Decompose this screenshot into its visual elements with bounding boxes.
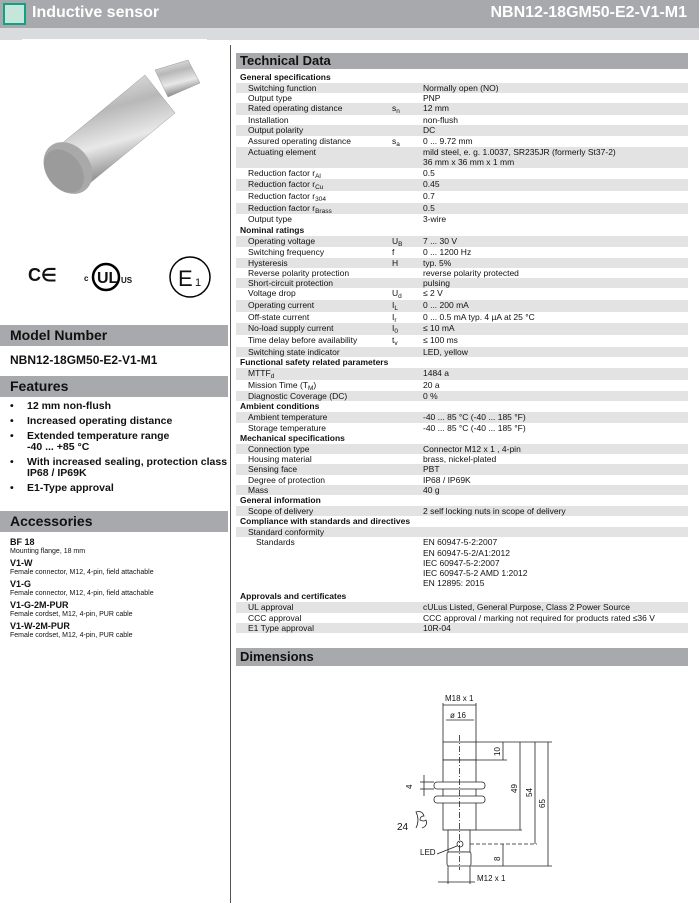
spec-label: Rated operating distance xyxy=(248,103,343,114)
spec-row xyxy=(236,147,688,167)
spec-value: brass, nickel-plated xyxy=(423,454,497,465)
spec-row xyxy=(236,347,688,357)
spec-label: Actuating element xyxy=(248,147,317,158)
features-heading: Features xyxy=(0,376,228,397)
section-heading: Approvals and certificates xyxy=(240,591,347,602)
spec-symbol: $U_d$ xyxy=(392,288,402,301)
section-heading: Ambient conditions xyxy=(240,401,320,412)
spec-label: Connection type xyxy=(248,443,310,454)
feature-text: • Extended temperature range xyxy=(27,430,170,442)
svg-text:c: c xyxy=(84,274,89,283)
brand-logo xyxy=(3,3,26,25)
product-category: Inductive sensor xyxy=(32,4,160,21)
spec-value: 3-wire xyxy=(423,214,447,225)
spec-row xyxy=(236,214,688,224)
accessory-name: V1-W-2M-PUR xyxy=(10,621,70,631)
technical-data xyxy=(236,53,688,636)
spec-label: Housing material xyxy=(248,454,312,465)
spec-label: Assured operating distance xyxy=(248,135,352,146)
spec-value xyxy=(423,527,688,537)
connector-label: M12 x 1 xyxy=(477,874,506,883)
spec-label: Operating voltage xyxy=(248,235,316,246)
feature-text: • With increased sealing, protection class xyxy=(27,456,228,468)
accessory-item xyxy=(10,558,218,577)
accessory-description: Female cordset, M12, 4-pin, PUR cable xyxy=(10,632,133,639)
spec-label: Switching state indicator xyxy=(248,346,340,357)
spec-label: Standard conformity xyxy=(248,527,325,538)
spec-value: 1484 a xyxy=(423,367,449,378)
spec-value: 0 ... 0.5 mA typ. 4 µA at 25 °C xyxy=(423,311,535,322)
spec-label: Sensing face xyxy=(248,464,298,475)
spec-row xyxy=(236,368,688,380)
dim-10-label: 10 xyxy=(493,747,502,756)
spec-row xyxy=(236,312,688,324)
spec-value: 10R-04 xyxy=(423,622,451,633)
spec-label: Output polarity xyxy=(248,125,304,136)
accessory-item xyxy=(10,600,218,619)
spec-symbol xyxy=(392,93,423,103)
spec-value: 0.7 xyxy=(423,191,435,202)
technical-data-table xyxy=(236,72,688,636)
spec-value: 0 ... 1200 Hz xyxy=(423,247,472,258)
accessory-description: Mounting flange, 18 mm xyxy=(10,548,86,555)
spec-symbol xyxy=(392,506,423,516)
spec-label: $MTTF_d$ xyxy=(248,367,275,380)
spec-value: Normally open (NO) xyxy=(423,83,499,93)
spec-value: 0 % xyxy=(423,391,438,402)
spec-row xyxy=(236,268,688,278)
feature-item xyxy=(10,483,228,494)
spec-label: Mass xyxy=(248,484,269,495)
model-number-section xyxy=(0,325,228,374)
spec-symbol: $s_n$ xyxy=(392,103,400,116)
spec-label: Diagnostic Coverage (DC) xyxy=(248,391,348,402)
spec-row xyxy=(236,444,688,454)
spec-label: Short-circuit protection xyxy=(248,277,334,288)
spec-value: ≤ 100 ms xyxy=(423,334,458,345)
spec-symbol xyxy=(392,423,423,433)
spec-symbol: $U_B$ xyxy=(392,235,403,248)
features-section xyxy=(0,376,228,498)
spec-row xyxy=(236,380,688,392)
spec-value: 12 mm xyxy=(423,103,449,114)
accessory-description: Female cordset, M12, 4-pin, PUR cable xyxy=(10,611,133,618)
spec-row xyxy=(236,623,688,633)
spec-row xyxy=(236,454,688,464)
spec-row xyxy=(236,300,688,312)
spec-symbol xyxy=(392,475,423,485)
spec-row xyxy=(236,136,688,148)
spec-symbol xyxy=(392,268,423,278)
spec-value: 0.45 xyxy=(423,179,440,190)
spec-symbol: $t_v$ xyxy=(392,334,398,347)
dim-4-label: 4 xyxy=(405,784,414,789)
accessory-description: Female connector, M12, 4-pin, field attachable xyxy=(10,569,154,576)
spec-symbol: $I_r$ xyxy=(392,311,397,324)
thread-label: M18 x 1 xyxy=(445,694,474,703)
accessory-name: V1-G xyxy=(10,579,32,589)
svg-text:UL: UL xyxy=(97,270,119,287)
model-number-heading: Model Number xyxy=(0,325,228,346)
spec-value: PNP xyxy=(423,93,441,104)
product-image xyxy=(20,55,210,205)
spec-value: 0.5 xyxy=(423,167,435,178)
spec-row xyxy=(236,423,688,433)
spec-row xyxy=(236,475,688,485)
spec-value: ≤ 10 mA xyxy=(423,323,455,334)
spec-row xyxy=(236,288,688,300)
spec-label: Switching function xyxy=(248,83,317,93)
spec-label: Ambient temperature xyxy=(248,412,328,423)
spec-symbol xyxy=(392,278,423,288)
spec-row xyxy=(236,485,688,495)
model-number-value: NBN12-18GM50-E2-V1-M1 xyxy=(10,353,158,367)
spec-row xyxy=(236,602,688,612)
spec-value: PBT xyxy=(423,464,440,475)
dimension-drawing xyxy=(370,690,570,900)
spec-row xyxy=(236,391,688,401)
spec-value: 0 ... 200 mA xyxy=(423,299,469,310)
spec-row xyxy=(236,537,688,588)
features-list xyxy=(0,397,228,494)
spec-label: Hysteresis xyxy=(248,257,288,268)
spec-symbol xyxy=(392,464,423,474)
spec-label: No-load supply current xyxy=(248,323,334,334)
spec-symbol xyxy=(392,412,423,422)
spec-value: ≤ 2 V xyxy=(423,288,443,299)
spec-label: Reduction factor $r_{Al}$ xyxy=(248,167,321,180)
spec-label: Output type xyxy=(248,93,292,104)
spec-label: Switching frequency xyxy=(248,247,325,258)
spec-row xyxy=(236,236,688,248)
feature-text: • Increased operating distance xyxy=(27,415,173,427)
spec-value: pulsing xyxy=(423,277,450,288)
ul-mark-icon xyxy=(84,259,146,295)
sub-bar-tab xyxy=(22,39,207,42)
spec-symbol xyxy=(392,125,423,135)
spec-symbol xyxy=(392,203,423,213)
spec-value: mild steel, e. g. 1.0037, SR235JR (formerly St37-2) 36 mm x 36 mm x 1 mm xyxy=(423,147,616,168)
spec-symbol xyxy=(392,147,423,167)
spec-row xyxy=(236,412,688,422)
spec-symbol xyxy=(392,602,423,612)
spec-symbol: $I_L$ xyxy=(392,299,398,312)
certification-logos xyxy=(0,255,228,300)
spec-row xyxy=(236,125,688,135)
svg-text:E: E xyxy=(178,266,193,291)
spec-row xyxy=(236,335,688,347)
column-divider xyxy=(230,45,231,903)
spec-value: 40 g xyxy=(423,484,440,495)
spec-value: 20 a xyxy=(423,379,440,390)
spec-label: Installation xyxy=(248,115,289,126)
spec-value: 0 ... 9.72 mm xyxy=(423,135,473,146)
spec-label: Mission Time $(T_M)$ xyxy=(248,379,317,392)
feature-text: • E1-Type approval xyxy=(27,482,114,494)
feature-text: • 12 mm non-flush xyxy=(27,400,112,412)
spec-symbol xyxy=(392,347,423,357)
spec-symbol xyxy=(392,115,423,125)
section-heading: Mechanical specifications xyxy=(240,432,345,443)
header-bar xyxy=(0,0,699,28)
section-heading: Nominal ratings xyxy=(240,224,305,235)
spec-symbol xyxy=(392,391,423,401)
spec-value: cULus Listed, General Purpose, Class 2 Power Source xyxy=(423,602,630,613)
spec-value: reverse polarity protected xyxy=(423,267,519,278)
section-heading: Functional safety related parameters xyxy=(240,356,389,367)
accessory-name: BF 18 xyxy=(10,537,35,547)
spec-value: LED, yellow xyxy=(423,346,468,357)
spec-symbol xyxy=(392,191,423,201)
spec-symbol: H xyxy=(392,257,399,268)
spec-row xyxy=(236,527,688,537)
spec-value: 7 ... 30 V xyxy=(423,235,458,246)
spec-label: Reduction factor $r_{Brass}$ xyxy=(248,202,332,215)
accessory-item xyxy=(10,579,218,598)
spec-symbol xyxy=(392,368,423,378)
spec-row xyxy=(236,247,688,257)
svg-text:US: US xyxy=(121,276,133,285)
spec-label: Time delay before availability xyxy=(248,334,358,345)
section-heading: General specifications xyxy=(240,72,331,82)
accessory-name: V1-W xyxy=(10,558,33,568)
spec-symbol xyxy=(392,485,423,495)
spec-row xyxy=(236,103,688,115)
feature-text: IP68 / IP69K xyxy=(27,467,87,479)
spec-label: E1 Type approval xyxy=(248,622,314,633)
spec-symbol xyxy=(392,444,423,454)
spec-row xyxy=(236,168,688,180)
technical-data-heading: Technical Data xyxy=(236,53,688,69)
dim-65-label: 65 xyxy=(538,799,547,808)
spec-label: UL approval xyxy=(248,602,294,613)
spec-row xyxy=(236,93,688,103)
spec-label: Output type xyxy=(248,214,292,225)
svg-text:1: 1 xyxy=(195,277,202,289)
dimensions-heading: Dimensions xyxy=(236,648,688,666)
dim-54-label: 54 xyxy=(525,788,534,797)
section-heading: General information xyxy=(240,494,321,505)
spec-row xyxy=(236,613,688,623)
spec-label: Off-state current xyxy=(248,311,310,322)
spec-label: Reduction factor $r_{304}$ xyxy=(248,191,326,204)
spec-label: Scope of delivery xyxy=(248,505,314,516)
spec-label: Operating current xyxy=(248,299,315,310)
spec-row xyxy=(236,278,688,288)
spec-value: IP68 / IP69K xyxy=(423,474,471,485)
spec-symbol xyxy=(392,168,423,178)
spec-value: -40 ... 85 °C (-40 ... 185 °F) xyxy=(423,422,526,433)
spec-symbol xyxy=(392,623,423,633)
spec-row xyxy=(236,323,688,335)
spec-symbol xyxy=(392,527,423,537)
spec-symbol xyxy=(392,83,423,93)
accessories-section xyxy=(0,511,228,643)
spec-label: Voltage drop xyxy=(248,288,296,299)
spec-row xyxy=(236,203,688,215)
spec-row xyxy=(236,464,688,474)
spec-row xyxy=(236,506,688,516)
accessory-item xyxy=(10,621,218,640)
feature-item xyxy=(10,416,228,427)
dim-49-label: 49 xyxy=(510,784,519,793)
spec-row xyxy=(236,83,688,93)
spec-label: Reverse polarity protection xyxy=(248,267,350,278)
spec-row xyxy=(236,115,688,125)
feature-item xyxy=(10,457,228,479)
feature-text: -40 ... +85 °C xyxy=(27,441,90,453)
spec-row xyxy=(236,191,688,203)
accessory-name: V1-G-2M-PUR xyxy=(10,600,69,610)
spec-value: CCC approval / marking not required for products rated ≤36 V xyxy=(423,612,655,623)
spec-value: -40 ... 85 °C (-40 ... 185 °F) xyxy=(423,412,526,423)
feature-item xyxy=(10,431,228,453)
spec-value: DC xyxy=(423,125,436,136)
ce-mark-icon: C∈ xyxy=(28,265,57,285)
spec-symbol xyxy=(392,380,423,390)
spec-value: non-flush xyxy=(423,115,458,126)
spec-symbol xyxy=(392,179,423,189)
accessories-list xyxy=(0,532,228,643)
feature-item xyxy=(10,401,228,412)
spec-row xyxy=(236,258,688,268)
spec-symbol xyxy=(392,537,423,588)
led-label: LED xyxy=(420,848,436,857)
spec-symbol: $I_0$ xyxy=(392,323,398,336)
spec-symbol xyxy=(392,613,423,623)
section-heading: Compliance with standards and directives xyxy=(240,516,411,527)
spec-label: CCC approval xyxy=(248,612,302,623)
spec-value: EN 60947-5-2:2007 EN 60947-5-2/A1:2012 IEC 60947-5-2:2007 IEC 60947-5-2 AMD 1:2012 EN 12895: 2015 xyxy=(423,537,528,589)
spec-symbol: $s_a$ xyxy=(392,135,400,148)
spec-row xyxy=(236,179,688,191)
spec-value: typ. 5% xyxy=(423,257,452,268)
spec-symbol xyxy=(392,214,423,224)
accessory-description: Female connector, M12, 4-pin, field attachable xyxy=(10,590,154,597)
spec-value: Connector M12 x 1 , 4-pin xyxy=(423,443,521,454)
e1-mark-icon xyxy=(167,255,215,300)
spec-symbol: f xyxy=(392,247,395,258)
spec-label: Standards xyxy=(256,537,295,548)
spec-label: Reduction factor $r_{Cu}$ xyxy=(248,179,324,192)
accessory-item xyxy=(10,537,218,556)
accessories-heading: Accessories xyxy=(0,511,228,532)
spec-symbol xyxy=(392,454,423,464)
spec-label: Degree of protection xyxy=(248,474,326,485)
spec-label: Storage temperature xyxy=(248,422,326,433)
dim-8-label: 8 xyxy=(493,856,502,861)
diameter-label: ø 16 xyxy=(450,711,467,720)
wrench-size-label: 24 xyxy=(397,822,409,833)
header-model: NBN12-18GM50-E2-V1-M1 xyxy=(490,4,687,21)
spec-value: 0.5 xyxy=(423,202,435,213)
spec-value: 2 self locking nuts in scope of delivery xyxy=(423,505,566,516)
